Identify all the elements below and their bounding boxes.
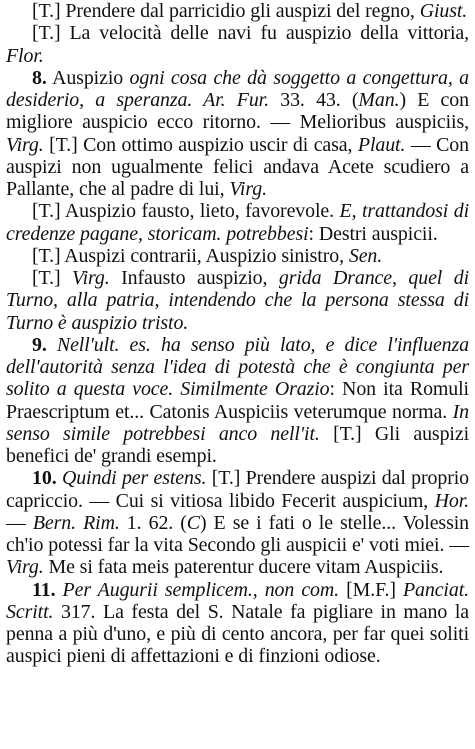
text-run: [T.] Auspizio fausto, lieto, favorevole. — [32, 200, 340, 223]
text-run: — — [6, 511, 33, 534]
italic-text-run: Per Augurii semplicem., non com. — [62, 578, 340, 601]
entry-sense-11 — [6, 579, 469, 668]
text-run: Me si fata meis paterentur ducere vitam Auspiciis. — [43, 556, 444, 579]
entry-paragraph-drance — [6, 267, 469, 334]
text-run: [M.F.] — [339, 578, 403, 601]
italic-text-run: E, trattandosi di credenze pagane, storicam. potrebbesi — [6, 200, 469, 245]
sense-number: 8. — [32, 66, 47, 89]
italic-text-run: Sen. — [348, 244, 383, 267]
text-run: 33. 43. ( — [268, 89, 359, 111]
text-run: [T.] Con ottimo auspizio uscir di casa, — [43, 133, 358, 156]
italic-text-run: Virg. — [6, 556, 44, 579]
italic-text-run: Virg. — [6, 133, 44, 156]
italic-text-run: Nell'ult. es. ha senso più lato, e dice l'influenza dell'autorità senza l'idea di potestà che è congiunta per solito a questa voce. Similmente Orazio — [6, 333, 470, 401]
italic-text-run: Quindi per estens. — [61, 467, 207, 490]
italic-text-run: Virg. — [72, 267, 110, 289]
italic-text-run: Giust. — [419, 0, 468, 22]
italic-text-run: Man. — [358, 89, 400, 111]
text-run: [T.] La velocità delle navi fu auspizio della vittoria, — [32, 22, 469, 45]
entry-paragraph-giust — [6, 0, 469, 22]
text-run: [T.] Gli auspizi benefici de' grandi esempi. — [6, 422, 469, 467]
text-run: 317. La festa del S. Natale fa pigliare in mano la penna a più d'uno, e più di cento ancora, per far quei soliti auspici pieni di affettazioni e di finzioni odiose. — [6, 600, 469, 668]
italic-text-run: Hor. — [434, 489, 469, 512]
entry-sense-8 — [6, 67, 469, 201]
italic-text-run: Plaut. — [357, 133, 406, 156]
text-run: — Con auspizi non ugualmente felici andava Acete scudiero a Pallante, che al padre di lui, — [6, 133, 469, 200]
sense-number: 10. — [32, 467, 57, 490]
text-run: [T.] Auspizi contrarii, Auspizio sinistro, — [32, 244, 349, 267]
italic-text-run: Virg. — [229, 178, 267, 200]
entry-sense-9 — [6, 334, 469, 468]
text-run: ) E con migliore auspicio ecco ritorno. — Melioribus auspiciis, — [6, 89, 469, 134]
text-run: [T.] Prendere auspizi dal proprio capriccio. — Cui si vitiosa libido Fecerit auspicium, — [6, 467, 470, 512]
italic-text-run: Bern. Rim. — [32, 511, 120, 534]
text-run: : Destri auspicii. — [308, 222, 438, 245]
text-run: : Non ita Romuli Praescriptum et... Catonis Auspiciis veterumque norma. — [6, 378, 469, 423]
italic-text-run: C — [186, 511, 200, 534]
sense-number: 11. — [32, 578, 56, 601]
italic-text-run: grida Drance, quel di Turno, alla patria, intendendo che la persona stessa di Turno è auspizio tristo. — [6, 267, 469, 334]
entry-paragraph-destri-auspicii — [6, 200, 469, 245]
italic-text-run: Flor. — [6, 44, 44, 67]
entry-sense-10 — [6, 467, 469, 578]
entry-paragraph-flor — [6, 22, 469, 67]
text-run: [T.] Prendere dal parricidio gli auspizi del regno, — [32, 0, 420, 22]
text-run: Auspizio — [46, 66, 130, 89]
italic-text-run: Panciat. Scritt. — [6, 578, 469, 623]
italic-text-run: ogni cosa che dà soggetto a congettura, a desiderio, a speranza. Ar. Fur. — [6, 66, 469, 111]
italic-text-run: In senso simile potrebbesi anco nell'it. — [6, 400, 469, 445]
text-run: ) E se i fati o le stelle... Volessin ch'io potessi far la vita Secondo gli auspicii e' voti miei. — — [6, 511, 469, 556]
sense-number: 9. — [32, 333, 47, 356]
entry-paragraph-sen — [6, 245, 469, 267]
text-run — [47, 334, 57, 356]
text-run: [T.] — [32, 267, 72, 289]
text-run: Infausto auspizio, — [109, 267, 279, 289]
text-run: 1. 62. ( — [119, 511, 187, 534]
text-run — [55, 579, 62, 601]
